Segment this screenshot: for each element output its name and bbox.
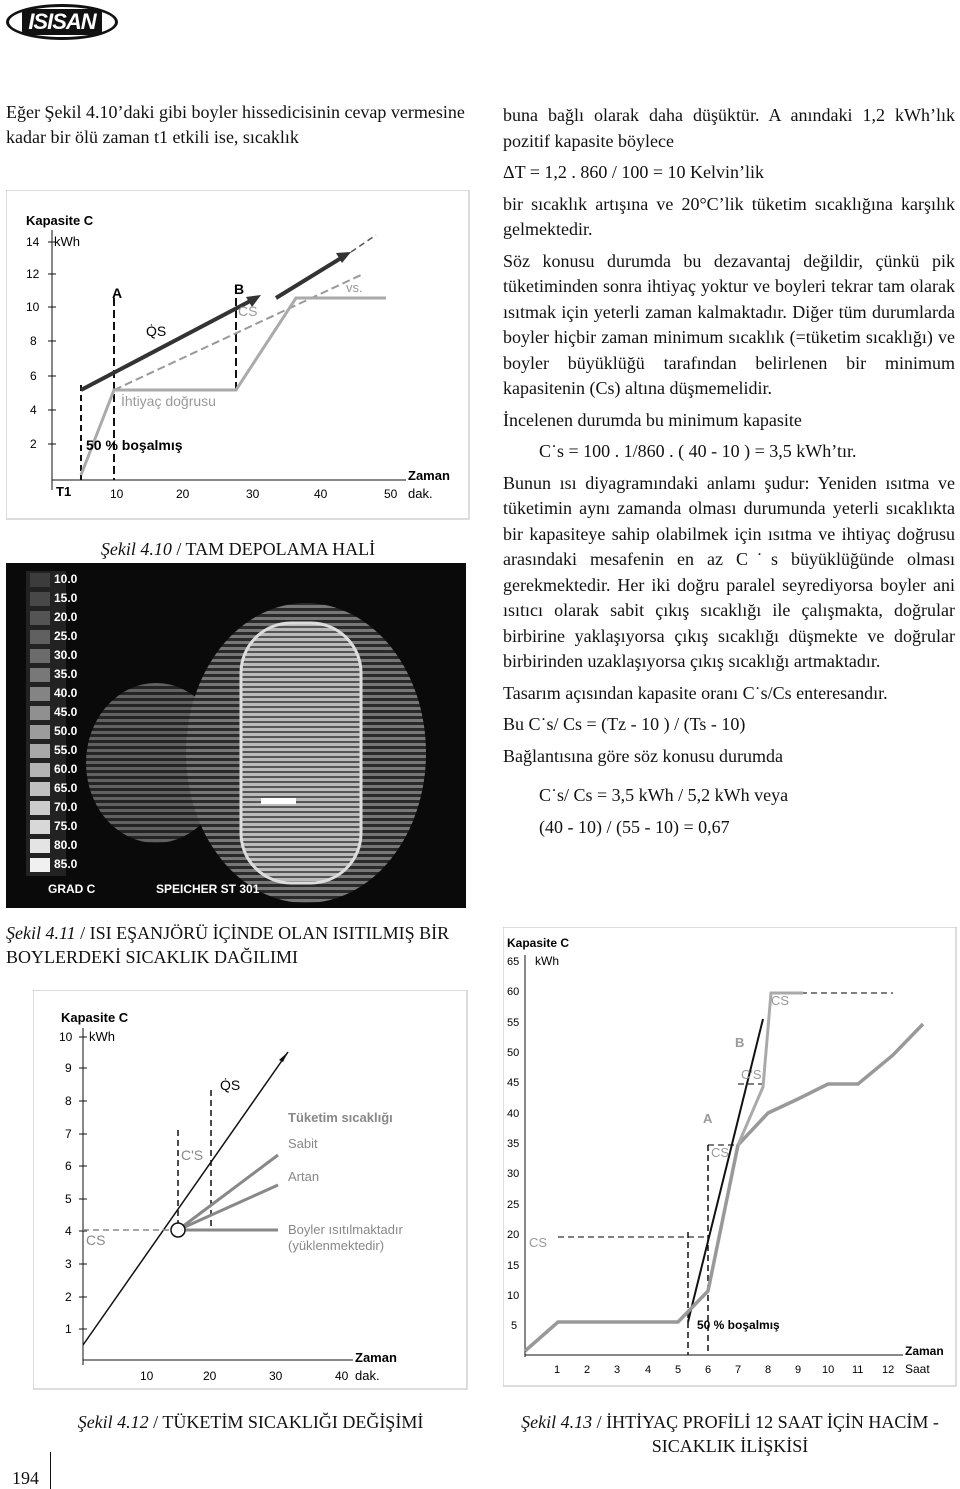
label-qs: Q̇S: [146, 323, 167, 339]
x-tick: 3: [614, 1364, 621, 1376]
caption-text: / ISI EŞANJÖRÜ İÇİNDE OLAN ISITILMIŞ BİR BOYLERDEKİ SICAKLIK DAĞILIMI: [6, 923, 450, 967]
y-tick: 8: [30, 334, 37, 348]
page-divider: [50, 1452, 51, 1489]
figure-4-11-thermal-image: [6, 563, 466, 908]
y-tick: 10: [507, 1290, 520, 1302]
caption-text: / İHTİYAÇ PROFİLİ 12 SAAT İÇİN HACİM - SICAKLIK İLİŞKİSİ: [592, 1412, 939, 1456]
scale-swatch: [30, 573, 50, 587]
label-cs-low: CS: [529, 1235, 548, 1250]
scale-value: 80.0: [54, 838, 78, 852]
y-tick: 25: [507, 1199, 520, 1211]
y-tick: 6: [30, 369, 37, 383]
y-tick: 6: [65, 1159, 72, 1173]
y-tick: 50: [507, 1047, 520, 1059]
scale-value: 65.0: [54, 781, 78, 795]
y-tick: 55: [507, 1017, 520, 1029]
label-bosalmis: 50 % boşalmış: [697, 1318, 780, 1332]
legend-artan: Artan: [288, 1169, 320, 1184]
scale-swatch: [30, 592, 50, 606]
paragraph: Bağlantısına göre söz konusu durumda: [503, 745, 783, 766]
caption-text: / TÜKETİM SICAKLIĞI DEĞİŞİMİ: [148, 1412, 424, 1432]
label-cs: CS: [86, 1232, 106, 1248]
scale-value: 30.0: [54, 648, 78, 662]
reference-point: [171, 1223, 185, 1237]
label-b: B: [234, 281, 245, 297]
x-tick: 10: [822, 1364, 835, 1376]
right-column-text: [503, 103, 955, 846]
y-tick: 12: [26, 267, 40, 281]
scale-swatch: [30, 725, 50, 739]
label-vs: vs.: [346, 280, 363, 295]
y-tick: 10: [59, 1030, 73, 1044]
x-tick: 9: [795, 1364, 802, 1376]
y-axis-title: Kapasite C: [26, 213, 94, 228]
x-tick: 5: [675, 1364, 682, 1376]
x-tick: 50: [384, 487, 398, 501]
y-tick: 20: [507, 1229, 520, 1241]
label-cs-mid: CS: [711, 1145, 730, 1160]
scale-value: 45.0: [54, 705, 78, 719]
legend-boyler-1: Boyler ısıtılmaktadır: [288, 1222, 403, 1237]
figure-4-12: [33, 990, 468, 1390]
y-tick: 60: [507, 986, 520, 998]
y-tick: 35: [507, 1138, 520, 1150]
scale-value: 20.0: [54, 610, 78, 624]
x-tick: 1: [554, 1364, 561, 1376]
page-number: 194: [12, 1468, 39, 1488]
scale-swatch: [30, 611, 50, 625]
scale-swatch: [30, 839, 50, 853]
figure-4-10-caption: [6, 537, 470, 561]
x-axis-title: Zaman: [905, 1344, 944, 1358]
scale-swatch: [30, 763, 50, 777]
logo-text: ISISAN: [22, 9, 101, 35]
y-tick: 1: [65, 1322, 72, 1336]
label-a: A: [703, 1111, 713, 1126]
y-unit: kWh: [54, 234, 80, 249]
caption-number: Şekil 4.13: [521, 1412, 593, 1432]
paragraph: ΔT = 1,2 . 860 / 100 = 10 Kelvin’lik: [503, 162, 765, 182]
y-unit: kWh: [89, 1029, 115, 1044]
legend-title: Tüketim sıcaklığı: [288, 1110, 393, 1125]
formula: (40 - 10) / (55 - 10) = 0,67: [539, 816, 730, 837]
x-axis-unit: dak.: [355, 1368, 380, 1383]
y-axis-title: Kapasite C: [507, 936, 570, 950]
y-tick: 4: [65, 1224, 72, 1238]
image-footer-left: GRAD C: [48, 882, 96, 896]
formula: C˙s = 100 . 1/860 . ( 40 - 10 ) = 3,5 kWh’tır.: [539, 441, 857, 461]
x-tick: 40: [335, 1369, 349, 1383]
x-tick: 2: [584, 1364, 591, 1376]
x-tick: 20: [176, 487, 190, 501]
scale-swatch: [30, 649, 50, 663]
figure-4-10: [6, 190, 470, 520]
x-tick: 6: [705, 1364, 712, 1376]
scale-swatch: [30, 668, 50, 682]
scale-value: 70.0: [54, 800, 78, 814]
scale-value: 35.0: [54, 667, 78, 681]
scale-value: 50.0: [54, 724, 78, 738]
x-axis-title: Zaman: [408, 468, 450, 483]
scale-swatch: [30, 801, 50, 815]
y-tick: 5: [65, 1192, 72, 1206]
y-tick: 2: [30, 437, 37, 451]
y-tick: 30: [507, 1168, 520, 1180]
temperature-scale: [26, 571, 78, 876]
scale-value: 85.0: [54, 857, 78, 871]
label-cs-top: CS: [771, 993, 790, 1008]
scale-swatch: [30, 706, 50, 720]
label-b: B: [735, 1035, 745, 1050]
x-tick: 30: [269, 1369, 283, 1383]
y-axis-title: Kapasite C: [61, 1010, 129, 1025]
y-tick: 2: [65, 1290, 72, 1304]
x-axis-unit: Saat: [905, 1362, 930, 1376]
x-tick: 30: [246, 487, 260, 501]
y-tick: 4: [30, 403, 37, 417]
scale-swatch: [30, 630, 50, 644]
formula: Bu C˙s/ Cs = (Tz - 10 ) / (Ts - 10): [503, 714, 746, 734]
x-axis-title: Zaman: [355, 1350, 397, 1365]
paragraph: İncelenen durumda bu minimum kapasite: [503, 409, 802, 430]
paragraph: Tasarım açısından kapasite oranı C˙s/Cs enteresandır.: [503, 682, 888, 703]
label-qs: Q̇S: [220, 1077, 241, 1093]
scale-swatch: [30, 744, 50, 758]
x-tick: 11: [852, 1364, 864, 1376]
paragraph: Söz konusu durumda bu dezavantaj değildir, çünkü pik tüketiminden sonra ihtiyaç yoktur ve boyleri tekrar tam olarak ısıtmak için yeterli zaman kalmaktadır. Diğer tüm durumlarda boyler hiçbir zaman minimum sıcaklık (=tüketim sıcaklığı) ve boyler büyüklüğü tarafından belirlenen bir minimum kapasitenin (Cs) altına düşmemelidir.: [503, 250, 955, 398]
label-bosalmis: 50 % boşalmış: [86, 437, 183, 453]
x-tick: 10: [140, 1369, 154, 1383]
t1-label: T1: [56, 484, 72, 499]
caption-number: Şekil 4.12: [77, 1412, 149, 1432]
caption-text: / TAM DEPOLAMA HALİ: [171, 539, 376, 559]
y-tick: 65: [507, 956, 520, 968]
figure-4-13: [503, 927, 957, 1387]
y-tick: 10: [26, 300, 40, 314]
y-tick: 9: [65, 1061, 72, 1075]
label-cs-prime: C'S: [741, 1067, 762, 1082]
x-tick: 4: [645, 1364, 652, 1376]
y-tick: 8: [65, 1094, 72, 1108]
legend-sabit: Sabit: [288, 1136, 318, 1151]
scale-value: 55.0: [54, 743, 78, 757]
y-tick: 45: [507, 1077, 520, 1089]
image-footer-right: SPEICHER ST 301: [156, 882, 260, 896]
x-tick: 12: [882, 1364, 895, 1376]
label-a: A: [112, 285, 123, 301]
label-ihtiyac: İhtiyaç doğrusu: [121, 393, 216, 409]
figure-4-13-caption: [503, 1410, 957, 1458]
y-unit: kWh: [535, 954, 559, 968]
scale-value: 15.0: [54, 591, 78, 605]
x-tick: 10: [110, 487, 124, 501]
x-tick: 7: [735, 1364, 742, 1376]
scale-value: 25.0: [54, 629, 78, 643]
paragraph: Bunun ısı diyagramındaki anlamı şudur: Yeniden ısıtma ve tüketimin aynı zamanda olması durumunda yeterli sıcaklıkta bir kapasiteye sahip olabilmek için ısıtma ve ihtiyaç doğrusu arasındaki mesafenin en az C˙s büyüklüğünde olması gerekmektedir. Her iki doğru paralel seyrediyorsa boyler ani ısıtıcı olarak sabit çıkış sıcaklığı ile çalışmakta, doğrular birbirine yaklaşıyorsa çıkış sıcaklığı düşmekte ve doğrular birbirinden uzaklaşıyorsa çıkış sıcaklığı artmaktadır.: [503, 472, 955, 671]
y-tick: 15: [507, 1260, 520, 1272]
y-tick: 40: [507, 1108, 520, 1120]
scale-value: 40.0: [54, 686, 78, 700]
y-tick: 5: [511, 1320, 518, 1332]
legend-boyler-2: (yüklenmektedir): [288, 1238, 385, 1253]
figure-4-11-caption: [6, 921, 470, 969]
scale-swatch: [30, 782, 50, 796]
x-tick: 40: [314, 487, 328, 501]
scale-value: 10.0: [54, 572, 78, 586]
x-tick: 8: [765, 1364, 772, 1376]
paragraph: bir sıcaklık artışına ve 20°C’lik tüketim sıcaklığına karşılık gelmektedir.: [503, 193, 955, 239]
x-tick: 20: [203, 1369, 217, 1383]
scale-swatch: [30, 820, 50, 834]
label-cs: CS: [238, 303, 258, 319]
scale-swatch: [30, 858, 50, 872]
formula: C˙s/ Cs = 3,5 kWh / 5,2 kWh veya: [539, 785, 789, 805]
scale-value: 75.0: [54, 819, 78, 833]
isisan-logo: [6, 4, 118, 40]
scale-swatch: [30, 687, 50, 701]
figure-4-12-caption: [33, 1410, 468, 1434]
x-axis-unit: dak.: [408, 486, 433, 501]
label-cs-prime: C'S: [181, 1147, 204, 1163]
y-tick: 3: [65, 1257, 72, 1271]
caption-number: Şekil 4.10: [100, 539, 172, 559]
thermal-image-graphic: [6, 563, 466, 908]
left-intro-text: Eğer Şekil 4.10’daki gibi boyler hissedicisinin cevap vermesine kadar bir ölü zaman t1 etkili ise, sıcaklık: [6, 102, 465, 147]
y-tick: 7: [65, 1127, 72, 1141]
scale-value: 60.0: [54, 762, 78, 776]
paragraph: buna bağlı olarak daha düşüktür. A anındaki 1,2 kWh’lık pozitif kapasite böylece: [503, 105, 955, 151]
y-tick: 14: [26, 235, 40, 249]
caption-number: Şekil 4.11: [6, 923, 76, 943]
